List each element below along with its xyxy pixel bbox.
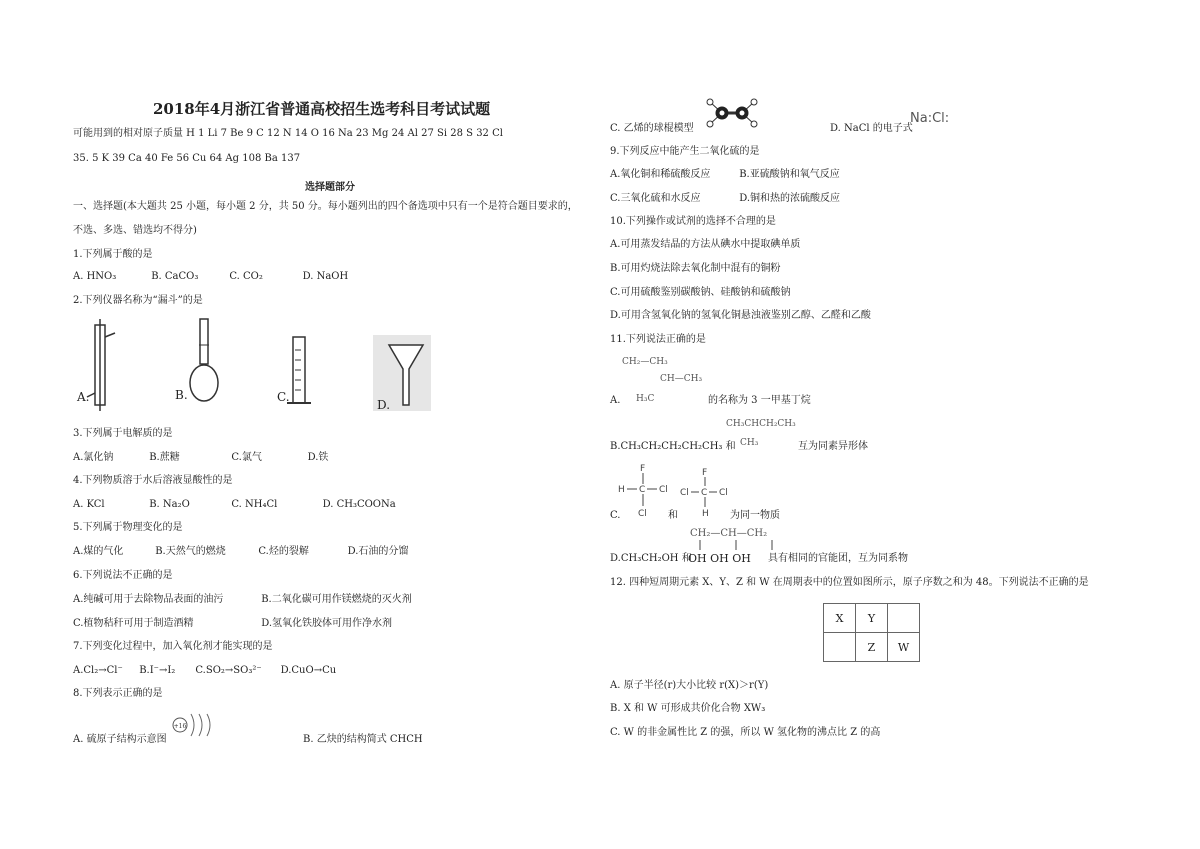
q11-struct-b-line-1: CH₃CHCH₂CH₃ [726,419,796,429]
graduated-cylinder-icon [287,337,311,403]
q7-stem: 7.下列变化过程中，加入氧化剂才能实现的是 [73,641,273,652]
q12-option-c[interactable]: C. W 的非金属性比 Z 的强，所以 W 氢化物的沸点比 Z 的高 [610,727,881,738]
q2-option-b[interactable]: B. [175,388,188,402]
q12-option-a[interactable]: A. 原子半径(r)大小比较 r(X)＞r(Y) [610,680,769,691]
svg-text:Cl: Cl [638,509,647,519]
grid-cell [824,633,856,662]
q9-stem: 9.下列反应中能产生二氧化硫的是 [610,146,760,157]
grid-cell: Y [856,604,888,633]
q8-option-d[interactable]: D. NaCl 的电子式 [830,123,913,134]
q1-stem: 1.下列属于酸的是 [73,249,153,260]
q8-option-c[interactable]: C. 乙烯的球棍模型 [610,123,694,134]
svg-text:H: H [702,509,709,519]
q6-option-c[interactable]: C.植物秸秆可用于制造酒精 [73,618,194,629]
q2-option-d[interactable]: D. [377,398,391,412]
svg-text:Cl: Cl [659,485,668,495]
q1-options [73,270,348,284]
volumetric-flask-icon [190,319,218,401]
q3-stem: 3.下列属于电解质的是 [73,428,173,439]
grid-cell: Z [856,633,888,662]
q4-option-c[interactable]: C. NH₄Cl [231,499,278,510]
q11-option-c-text: 为同一物质 [730,510,780,521]
q11-stem: 11.下列说法正确的是 [610,334,706,345]
q2-option-c[interactable]: C. [277,390,290,404]
q12-option-b[interactable]: B. X 和 W 可形成共价化合物 XW₃ [610,703,766,714]
q4-option-d[interactable]: D. CH₃COONa [322,499,396,510]
atomic-mass-line-1: 可能用到的相对原子质量 H 1 Li 7 Be 9 C 12 N 14 O 16 Na 23 Mg 24 Al 27 Si 28 S 32 Cl [73,128,503,139]
q11-option-b[interactable]: B.CH₃CH₂CH₂CH₂CH₃ 和 [610,441,736,452]
q9-options-row-2 [610,192,840,206]
q10-option-a[interactable]: A.可用蒸发结晶的方法从碘水中提取碘单质 [610,239,801,250]
q8-option-b[interactable]: B. 乙炔的结构简式 CHCH [303,734,423,745]
q10-option-d[interactable]: D.可用含氢氧化钠的氢氧化铜悬浊液鉴别乙醇、乙醛和乙酸 [610,310,871,321]
q5-option-c[interactable]: C.烃的裂解 [258,546,309,557]
q11-struct-d-line-2: OH OH OH [688,552,751,565]
q7-option-d[interactable]: D.CuO→Cu [280,665,337,676]
q6-option-d[interactable]: D.氢氧化铁胶体可用作净水剂 [261,618,393,629]
grid-cell: W [888,633,920,662]
atomic-mass-line-2: 35. 5 K 39 Ca 40 Fe 56 Cu 64 Ag 108 Ba 137 [73,153,301,164]
sulfur-atom-diagram [171,710,217,740]
q11-option-a[interactable]: A. [610,395,621,406]
q1-option-c[interactable]: C. CO₂ [229,271,263,282]
q10-stem: 10.下列操作或试剂的选择不合理的是 [610,216,776,227]
q6-options-row-2 [73,617,392,631]
q2-stem: 2.下列仪器名称为“漏斗”的是 [73,295,203,306]
grid-cell: X [824,604,856,633]
q2-option-a[interactable]: A. [77,390,90,404]
q5-options [73,545,408,559]
q5-option-a[interactable]: A.煤的气化 [73,546,124,557]
q11-struct-d-line-1: CH₂—CH—CH₂ [690,528,768,539]
q3-option-b[interactable]: B.蔗糖 [149,452,180,463]
q10-option-b[interactable]: B.可用灼烧法除去氧化制中混有的铜粉 [610,263,781,274]
q3-option-d[interactable]: D.铁 [307,452,329,463]
q6-option-b[interactable]: B.二氧化碳可用作镁燃烧的灭火剂 [261,594,412,605]
q7-option-a[interactable]: A.Cl₂→Cl⁻ [73,665,123,676]
q9-option-c[interactable]: C.三氧化硫和水反应 [610,193,701,204]
q6-options-row-1 [73,593,412,607]
q11-struct-a-line-2: CH—CH₃ [660,374,703,384]
svg-text:C: C [639,485,646,495]
q11-option-d-text: 具有相同的官能团，互为同系物 [768,553,908,564]
q9-option-b[interactable]: B.亚硫酸钠和氧气反应 [739,169,840,180]
q11-struct-b-line-2: CH₃ [740,438,759,448]
sulfur-nucleus-label: +16 [173,723,187,730]
q5-option-d[interactable]: D.石油的分馏 [347,546,409,557]
q7-option-b[interactable]: B.I⁻→I₂ [139,665,176,676]
q11-option-c[interactable]: C. [610,510,621,521]
grid-cell [888,604,920,633]
q8-option-a[interactable]: A. 硫原子结构示意图 [73,734,167,745]
intro-line-2: 不选、多选、错选均不得分) [73,225,197,236]
q11-dichlorofluoromethane-structures [616,462,746,520]
q12-stem: 12. 四种短周期元素 X、Y、Z 和 W 在周期表中的位置如图所示，原子序数之和为 48。下列说法不正确的是 [610,577,1089,588]
page-title: 2018年4月浙江省普通高校招生选考科目考试试题 [153,100,491,118]
intro-line-1: 一、选择题(本大题共 25 小题，每小题 2 分，共 50 分。每小题列出的四个备选项中只有一个是符合题目要求的， [73,201,578,212]
svg-text:Cl: Cl [719,488,728,498]
q11-struct-a-line-3: H₃C [636,394,655,404]
q1-option-d[interactable]: D. NaOH [302,271,349,282]
q6-option-a[interactable]: A.纯碱可用于去除物品表面的油污 [73,594,224,605]
periodic-table-grid [823,603,920,662]
nacl-electron-formula: Na:Cl: [910,111,950,126]
q11-struct-a-line-1: CH₂—CH₃ [622,357,668,367]
q3-options [73,451,328,465]
q9-option-a[interactable]: A.氧化铜和稀硫酸反应 [610,169,711,180]
q4-option-a[interactable]: A. KCl [73,499,105,510]
q4-stem: 4.下列物质溶于水后溶液显酸性的是 [73,475,233,486]
condenser-icon [87,319,115,411]
q10-option-c[interactable]: C.可用硫酸鉴别碳酸钠、硅酸钠和硫酸钠 [610,287,791,298]
q11-option-c-and: 和 [668,510,678,521]
q4-options [73,498,396,512]
svg-text:C: C [701,488,708,498]
svg-text:Cl: Cl [680,488,689,498]
svg-text:F: F [702,468,708,478]
section-heading: 选择题部分 [305,182,355,193]
q3-option-c[interactable]: C.氯气 [231,452,262,463]
q5-stem: 5.下列属于物理变化的是 [73,522,183,533]
q8-stem: 8.下列表示正确的是 [73,688,163,699]
ethylene-ball-stick-model [704,97,760,129]
q4-option-b[interactable]: B. Na₂O [149,499,190,510]
q7-options [73,664,336,678]
svg-text:F: F [640,464,646,474]
q9-option-d[interactable]: D.铜和热的浓硫酸反应 [739,193,841,204]
q7-option-c[interactable]: C.SO₂→SO₃²⁻ [195,665,262,676]
q1-option-a[interactable]: A. HNO₃ [73,271,117,282]
q11-option-a-text: 的名称为 3 一甲基丁烷 [708,395,811,406]
q5-option-b[interactable]: B.天然气的燃烧 [155,546,226,557]
q11-option-d[interactable]: D.CH₃CH₂OH 和 [610,553,692,564]
svg-text:H: H [618,485,625,495]
q6-stem: 6.下列说法不正确的是 [73,570,173,581]
q9-options-row-1 [610,168,840,182]
q1-option-b[interactable]: B. CaCO₃ [151,271,199,282]
q11-glycerol-bonds [696,540,780,550]
q3-option-a[interactable]: A.氯化钠 [73,452,114,463]
q11-option-b-text: 互为同素异形体 [798,441,868,452]
